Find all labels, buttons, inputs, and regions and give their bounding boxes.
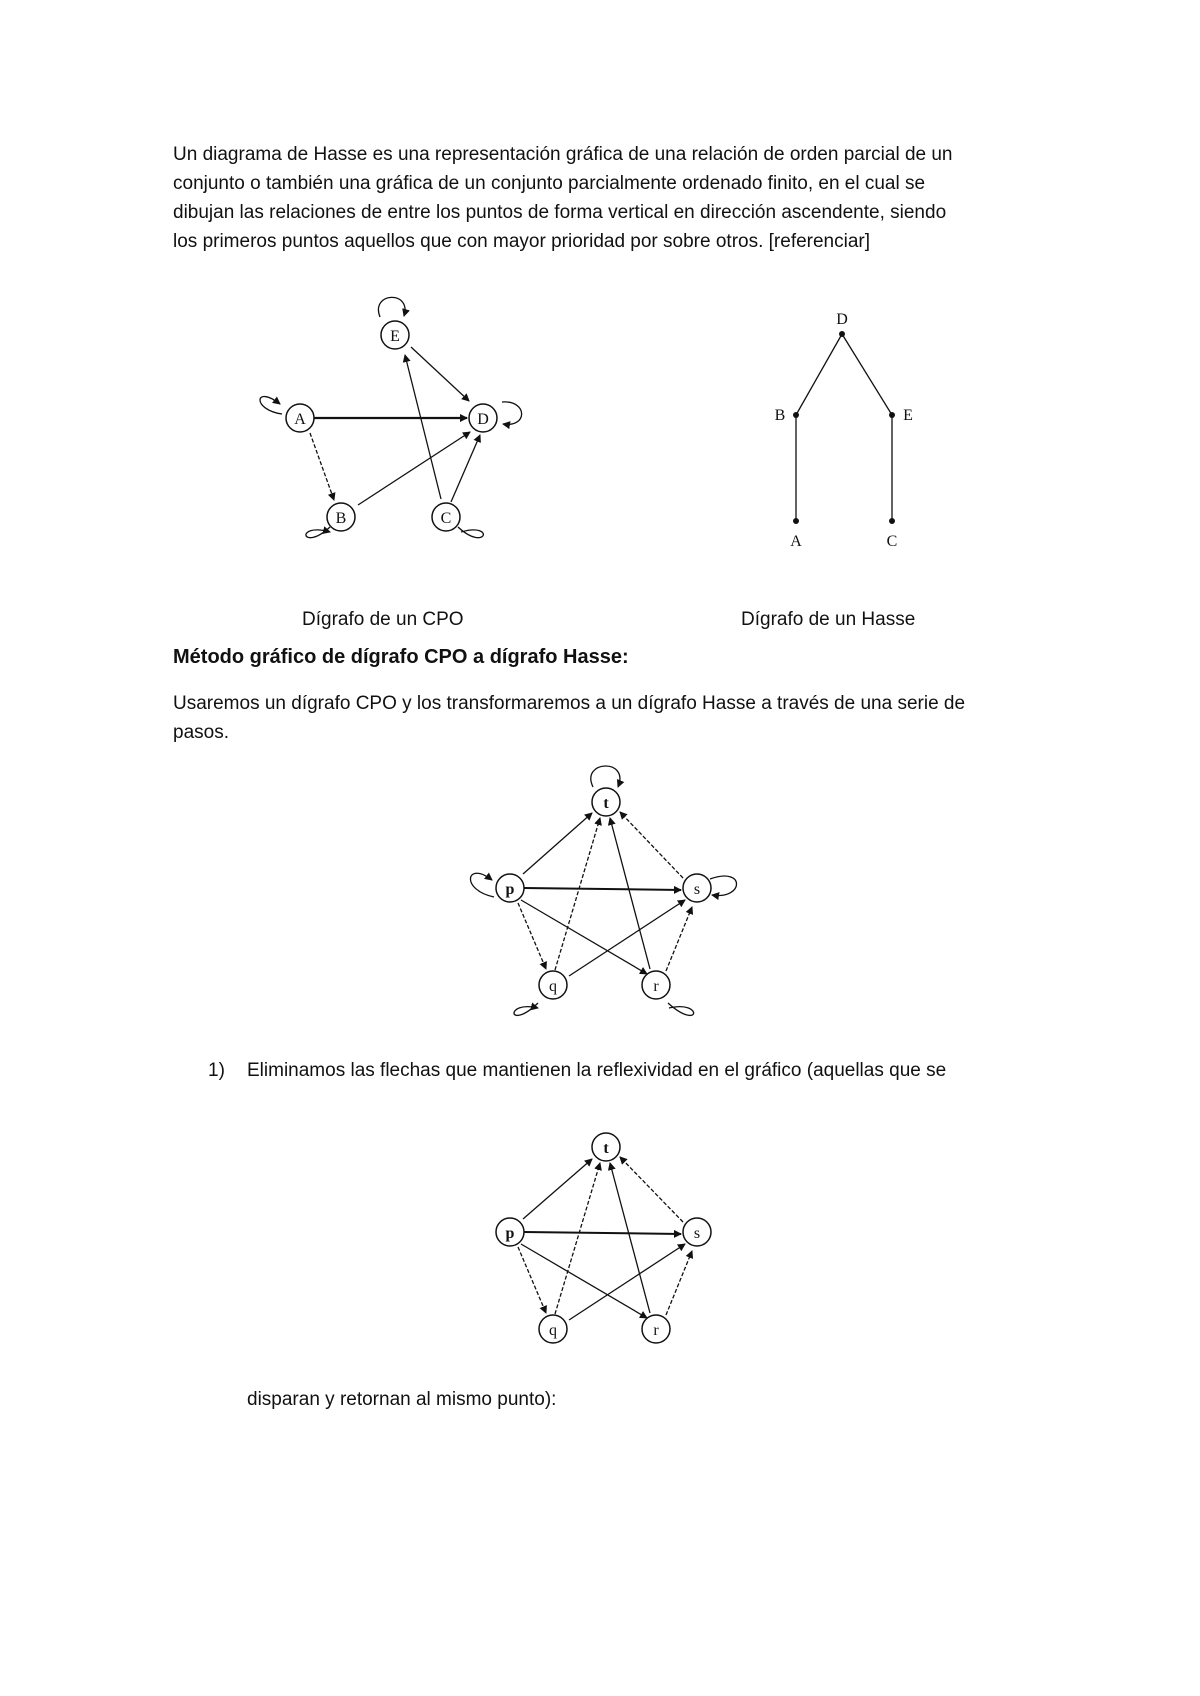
cpo-digraph-figure bbox=[250, 285, 540, 560]
loop-edge bbox=[591, 766, 620, 787]
intro-line: los primeros puntos aquellos que con mayor prioridad por sobre otros. [referenciar] bbox=[173, 231, 871, 252]
loop-edge bbox=[470, 873, 494, 897]
node-label: q bbox=[549, 1322, 557, 1339]
edge bbox=[523, 1159, 592, 1219]
edge bbox=[411, 347, 469, 401]
edge bbox=[555, 818, 600, 970]
section-intro-line: Usaremos un dígrafo CPO y los transformaremos a un dígrafo Hasse a través de una serie de bbox=[173, 693, 966, 714]
loop-edge bbox=[668, 1003, 694, 1015]
step-text: Eliminamos las flechas que mantienen la reflexividad en el gráfico (aquellas que se bbox=[247, 1060, 947, 1081]
node-label: D bbox=[836, 311, 848, 328]
node-label: s bbox=[693, 1225, 701, 1242]
loop-edge bbox=[260, 397, 282, 414]
edge bbox=[620, 812, 683, 878]
loop-edge bbox=[458, 527, 483, 538]
node-label: C bbox=[440, 510, 452, 527]
section-intro-line: pasos. bbox=[173, 722, 229, 743]
node-label: C bbox=[886, 533, 898, 550]
node-label: t bbox=[603, 795, 609, 812]
node-label: q bbox=[549, 978, 557, 995]
edge bbox=[524, 1232, 681, 1234]
edge bbox=[666, 907, 692, 971]
edge bbox=[310, 433, 334, 500]
node-label: E bbox=[390, 328, 400, 345]
intro-line: dibujan las relaciones de entre los puntos de forma vertical en dirección ascendente, siendo bbox=[173, 202, 947, 223]
intro-line: conjunto o también una gráfica de un conjunto parcialmente ordenado finito, en el cual se bbox=[173, 173, 926, 194]
edge bbox=[842, 334, 892, 415]
pqrst-digraph-without-loops bbox=[480, 1118, 730, 1358]
edge bbox=[796, 334, 842, 415]
node-dot bbox=[793, 412, 799, 418]
edge bbox=[610, 818, 650, 969]
node-dot bbox=[889, 518, 895, 524]
edge bbox=[405, 355, 441, 499]
figure-caption: Dígrafo de un CPO bbox=[302, 609, 464, 630]
edge bbox=[610, 1163, 650, 1313]
edge bbox=[666, 1251, 692, 1315]
figure-caption: Dígrafo de un Hasse bbox=[741, 609, 916, 630]
edge bbox=[524, 888, 681, 890]
loop-edge bbox=[306, 527, 330, 538]
node-label: A bbox=[790, 533, 802, 550]
node-label: B bbox=[335, 510, 347, 527]
intro-paragraph bbox=[173, 140, 1033, 256]
edge bbox=[358, 432, 470, 505]
node-label: E bbox=[903, 407, 913, 424]
node-dot bbox=[889, 412, 895, 418]
loop-edge bbox=[378, 297, 405, 317]
node-label: p bbox=[505, 1225, 515, 1242]
step-number: 1) bbox=[208, 1060, 225, 1081]
node-label: D bbox=[477, 411, 489, 428]
loop-edge bbox=[710, 876, 737, 895]
loop-edge bbox=[514, 1003, 538, 1015]
node-label: t bbox=[603, 1140, 609, 1157]
edge bbox=[523, 813, 592, 874]
node-label: r bbox=[653, 1322, 659, 1339]
node-label: B bbox=[774, 407, 786, 424]
node-label: A bbox=[294, 411, 306, 428]
section-heading: Método gráfico de dígrafo CPO a dígrafo Hasse: bbox=[173, 646, 629, 668]
node-label: p bbox=[505, 881, 515, 898]
pqrst-digraph-with-loops bbox=[465, 752, 750, 1030]
step-continuation: disparan y retornan al mismo punto): bbox=[247, 1389, 557, 1410]
loop-edge bbox=[502, 402, 522, 424]
edge bbox=[620, 1157, 683, 1222]
edge bbox=[451, 435, 480, 502]
node-label: s bbox=[693, 881, 701, 898]
intro-line: Un diagrama de Hasse es una representación gráfica de una relación de orden parcial de un bbox=[173, 144, 953, 165]
node-dot bbox=[793, 518, 799, 524]
node-label: r bbox=[653, 978, 659, 995]
hasse-digraph-figure bbox=[760, 300, 920, 555]
node-dot bbox=[839, 331, 845, 337]
